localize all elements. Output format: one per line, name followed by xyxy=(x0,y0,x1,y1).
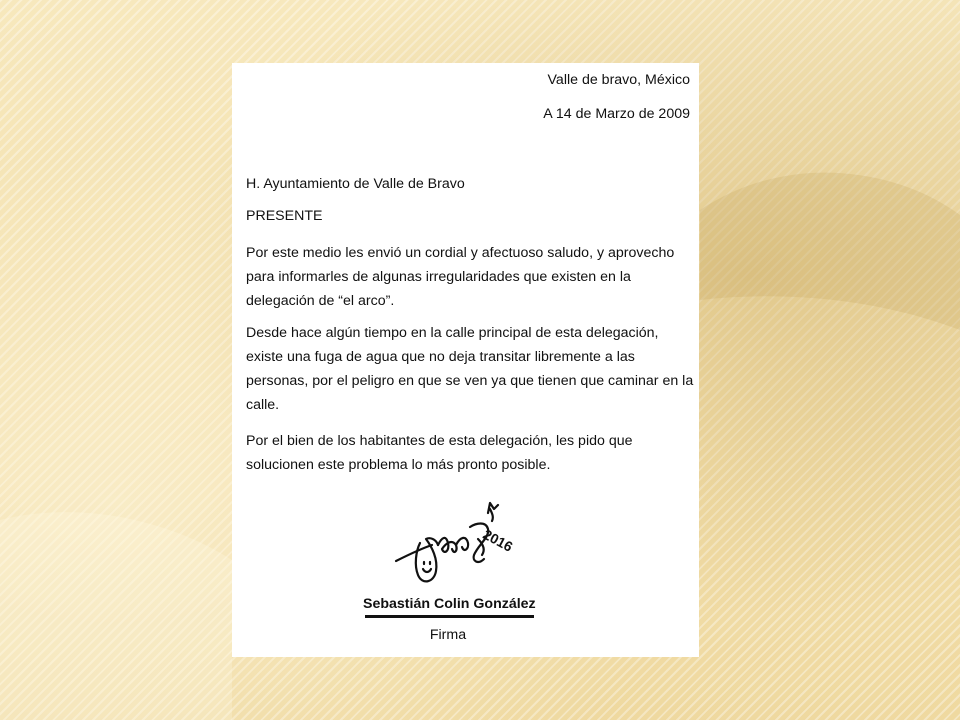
letter-page xyxy=(232,63,699,657)
signature-handwritten-text: 2016 xyxy=(480,526,516,555)
signature-line xyxy=(365,615,534,618)
letter-paragraph: Por el bien de los habitantes de esta delegación, les pido que solucionen este problema lo más pronto posible. xyxy=(246,433,633,473)
letter-paragraph: Desde hace algún tiempo en la calle principal de esta delegación, existe una fuga de agua que no deja transitar libremente a las personas, por el peligro en que se ven ya que tienen que caminar en la calle. xyxy=(246,325,694,413)
letter-paragraph: Por este medio les envió un cordial y afectuoso saludo, y aprovecho para informarles de algunas irregularidades que existen en la delegación de “el arco”. xyxy=(246,245,675,309)
handwritten-signature xyxy=(390,499,518,595)
letter-date: A 14 de Marzo de 2009 xyxy=(543,106,690,122)
letter-place: Valle de bravo, México xyxy=(547,72,690,88)
letter-recipient: H. Ayuntamiento de Valle de Bravo xyxy=(246,176,465,192)
signer-name: Sebastián Colin González xyxy=(363,596,536,612)
signature-label: Firma xyxy=(429,627,467,643)
letter-salutation: PRESENTE xyxy=(246,208,323,224)
